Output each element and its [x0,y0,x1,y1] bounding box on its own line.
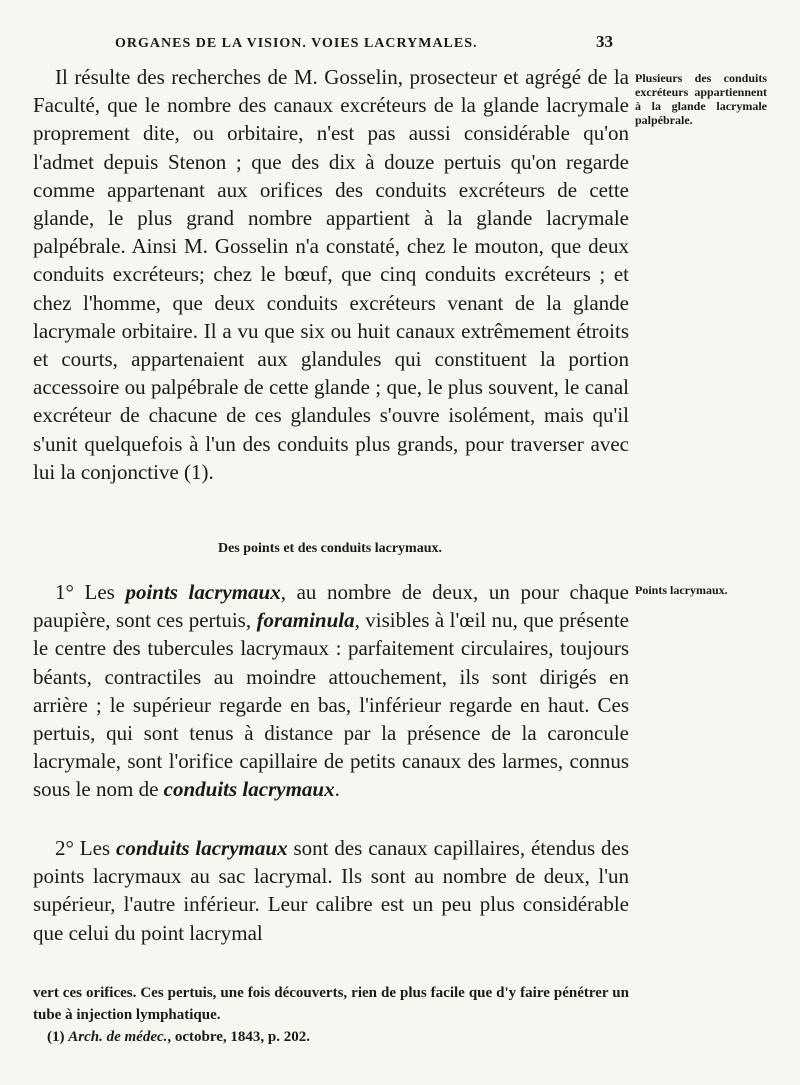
footnote-mark: (1) [47,1029,65,1045]
footnote-carryover: vert ces orifices. Ces pertuis, une fois découverts, rien de plus facile que d'y faire pénétrer un tube à injection lymphatique. [33,985,629,1023]
footnotes [33,982,629,1048]
paragraph-points-lacrymaux: 1° Les points lacrymaux, au nombre de deux, un pour chaque paupière, sont ces pertuis, foraminula, visibles à l'œil nu, que présente le centre des tubercules lacrymaux : parfaitement circulaires, toujours béants, contractiles au moindre attouchement, ils sont dirigés en arrière ; le supérieur regarde en bas, l'inférieur regarde en haut. Ces pertuis, qui sont tenus à distance par la présence de la caroncule lacrymale, sont l'orifice capillaire de petits canaux des larmes, connus sous le nom de conduits lacrymaux. [33,580,630,802]
term-points-lacrymaux: points lacrymaux [125,580,281,604]
margin-note-conduits: Plusieurs des conduits excréteurs appartiennent à la glande lacrymale palpébrale. [635,71,767,127]
term-conduits-lacrymaux: conduits lacrymaux [163,777,335,802]
paragraph-gosselin-research: Il résulte des recherches de M. Gosselin, prosecteur et agrégé de la Faculté, que le nombre des canaux excréteurs de la glande lacrymale proprement dite, ou orbitaire, n'est pas aussi considérable qu'on l'admet depuis Stenon ; que des dix à douze pertuis qu'on regarde comme appartenant aux orifices des conduits excréteurs de cette glande, le plus grand nombre appartient à la glande lacrymale palpébrale. Ainsi M. Gosselin n'a constaté, chez le mouton, que deux conduits excréteurs; chez le bœuf, que cinq conduits excréteurs ; et chez l'homme, que deux conduits excréteurs venant de la glande lacrymale orbitaire. Il a vu que six ou huit canaux extrêmement étroits et courts, appartenaient aux glandules qui constituent la portion accessoire ou palpébrale de cette glande ; que, le plus souvent, le canal excréteur de chacune de ces glandules s'ouvre isolément, mais qu'il s'unit quelquefois à l'un des conduits plus grands, pour traverser avec lui la conjonctive (1). [33,65,629,484]
running-title: ORGANES DE LA VISION. VOIES LACRYMALES. [115,36,478,51]
paragraph-conduits-lacrymaux: 2° Les conduits lacrymaux sont des canaux capillaires, étendus des points lacrymaux au sac lacrymal. Ils sont au nombre de deux, l'un supérieur, l'autre inférieur. Leur calibre est un peu plus considérable que celui du point lacrymal [33,836,630,945]
item-number: 2° [55,836,74,860]
footnote-source: Arch. de médec. [68,1029,168,1045]
margin-note-points: Points lacrymaux. [635,583,728,597]
item-number: 1° [55,580,74,604]
section-title: Des points et des conduits lacrymaux. [217,541,442,556]
term-conduits-lacrymaux: conduits lacrymaux [116,836,288,860]
footnote-1: (1) Arch. de médec., octobre, 1843, p. 202. [47,1029,311,1045]
page-number: 33 [596,32,613,51]
term-foraminula: foraminula [256,608,355,633]
